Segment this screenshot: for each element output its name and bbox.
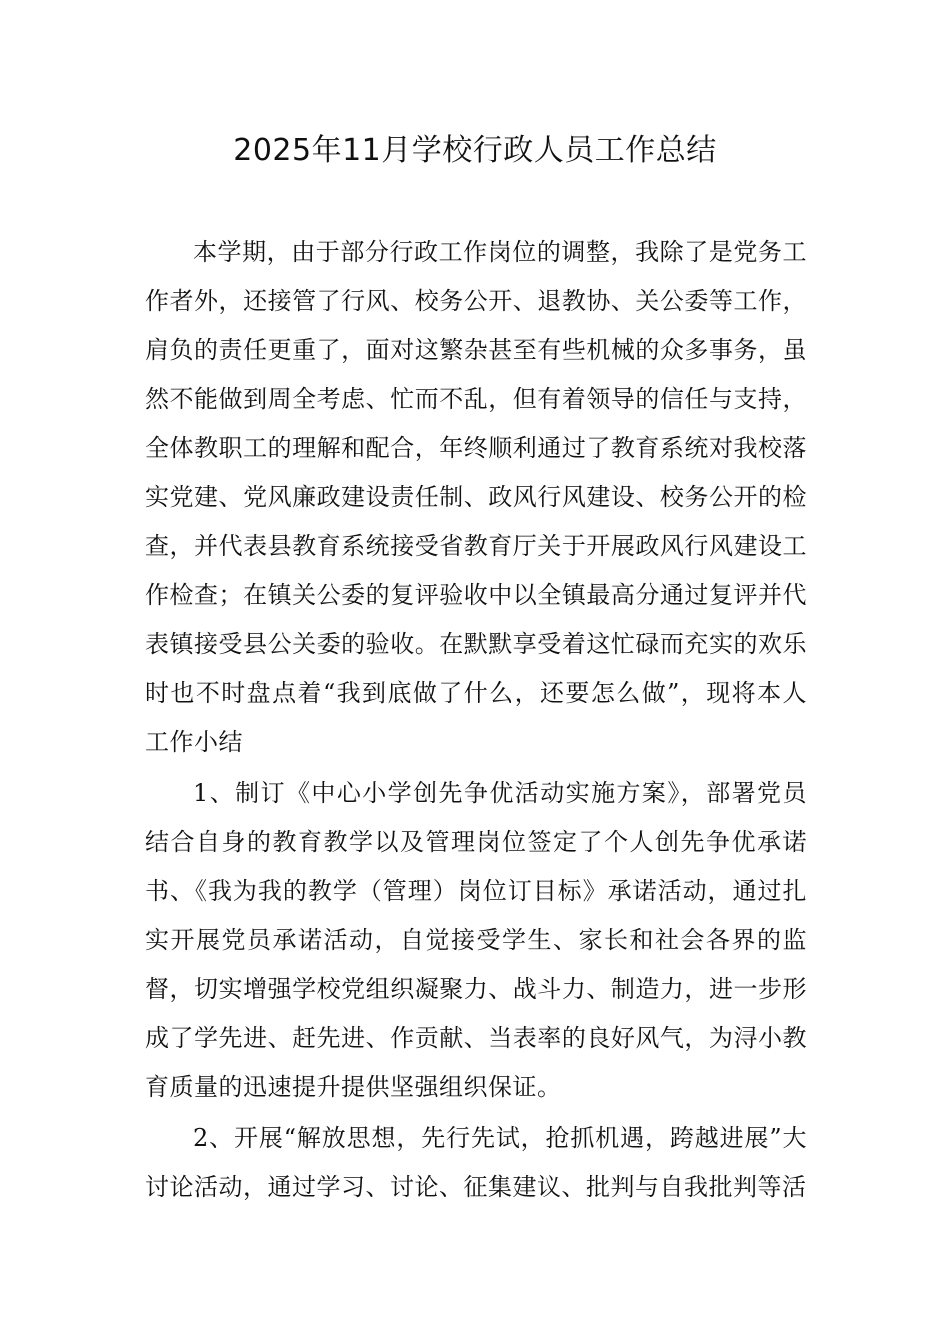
- intro-paragraph: 本学期，由于部分行政工作岗位的调整，我除了是党务工作者外，还接管了行风、校务公开、退教协、关公委等工作，肩负的责任更重了，面对这繁杂甚至有些机械的众多事务，虽然不能做到周全考虑、忙而不乱，但有着领导的信任与支持，全体教职工的理解和配合，年终顺利通过了教育系统对我校落实党建、党风廉政建设责任制、政风行风建设、校务公开的检查，并代表县教育系统接受省教育厅关于开展政风行风建设工作检查；在镇关公委的复评验收中以全镇最高分通过复评并代表镇接受县公关委的验收。在默默享受着这忙碌而充实的欢乐时也不时盘点着“我到底做了什么，还要怎么做”，现将本人工作小结: [145, 238, 807, 756]
- item-2-paragraph: 2、开展“解放思想，先行先试，抢抓机遇，跨越进展”大讨论活动，通过学习、讨论、征集建议、批判与自我批判等活: [145, 1124, 807, 1201]
- document-body: [145, 228, 807, 1214]
- item-1-paragraph: 1、制订《中心小学创先争优活动实施方案》，部署党员结合自身的教育教学以及管理岗位签定了个人创先争优承诺书、《我为我的教学（管理）岗位订目标》承诺活动，通过扎实开展党员承诺活动，自觉接受学生、家长和社会各界的监督，切实增强学校党组织凝聚力、战斗力、制造力，进一步形成了学先进、赶先进、作贡献、当表率的良好风气，为浔小教育质量的迅速提升提供坚强组织保证。: [145, 779, 807, 1101]
- document-title: 2025年11月学校行政人员工作总结: [233, 133, 717, 168]
